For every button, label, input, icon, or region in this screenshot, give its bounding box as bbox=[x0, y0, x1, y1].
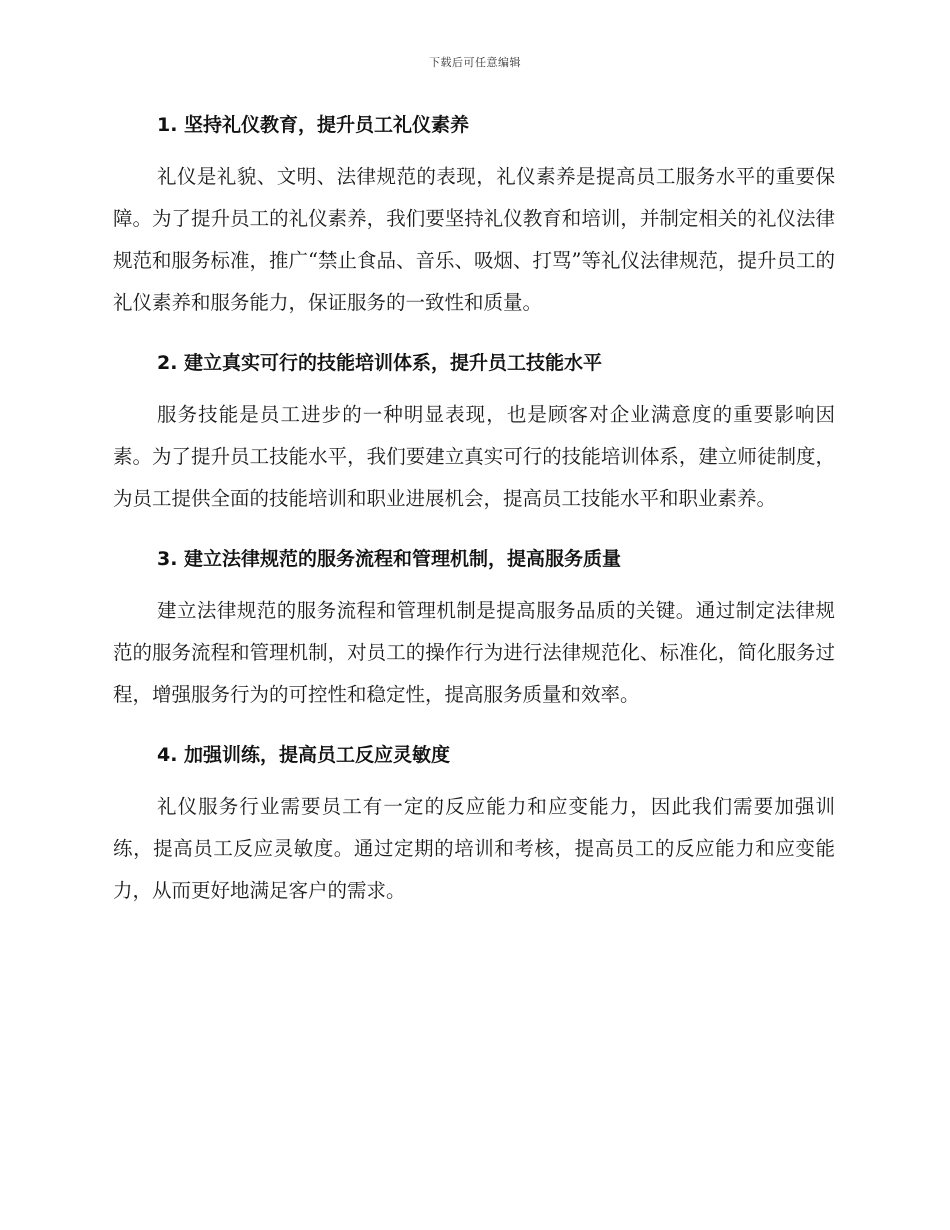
section-paragraph-3: 建立法律规范的服务流程和管理机制是提高服务品质的关键。通过制定法律规范的服务流程和管理机制，对员工的操作行为进行法律规范化、标准化，简化服务过程，增强服务行为的可控性和稳定性，提高服务质量和效率。 bbox=[113, 599, 835, 706]
section-paragraph-4: 礼仪服务行业需要员工有一定的反应能力和应变能力，因此我们需要加强训练，提高员工反应灵敏度。通过定期的培训和考核，提高员工的反应能力和应变能力，从而更好地满足客户的需求。 bbox=[113, 795, 835, 902]
section-paragraph-2: 服务技能是员工进步的一种明显表现，也是顾客对企业满意度的重要影响因素。为了提升员工技能水平，我们要建立真实可行的技能培训体系，建立师徒制度，为员工提供全面的技能培训和职业进展机会，提高员工技能水平和职业素养。 bbox=[113, 403, 835, 510]
section-heading-2: 2. 建立真实可行的技能培训体系，提升员工技能水平 bbox=[157, 352, 603, 374]
section-heading-4: 4. 加强训练，提高员工反应灵敏度 bbox=[157, 744, 451, 766]
section-paragraph-1: 礼仪是礼貌、文明、法律规范的表现，礼仪素养是提高员工服务水平的重要保障。为了提升员工的礼仪素养，我们要坚持礼仪教育和培训，并制定相关的礼仪法律规范和服务标准，推广“禁止食品、音乐、吸烟、打骂”等礼仪法律规范，提升员工的礼仪素养和服务能力，保证服务的一致性和质量。 bbox=[113, 165, 835, 314]
section-heading-3: 3. 建立法律规范的服务流程和管理机制，提高服务质量 bbox=[157, 548, 622, 570]
document-body bbox=[113, 110, 835, 912]
section-heading-1: 1. 坚持礼仪教育，提升员工礼仪素养 bbox=[157, 114, 470, 136]
header-note: 下载后可任意编辑 bbox=[429, 56, 521, 69]
